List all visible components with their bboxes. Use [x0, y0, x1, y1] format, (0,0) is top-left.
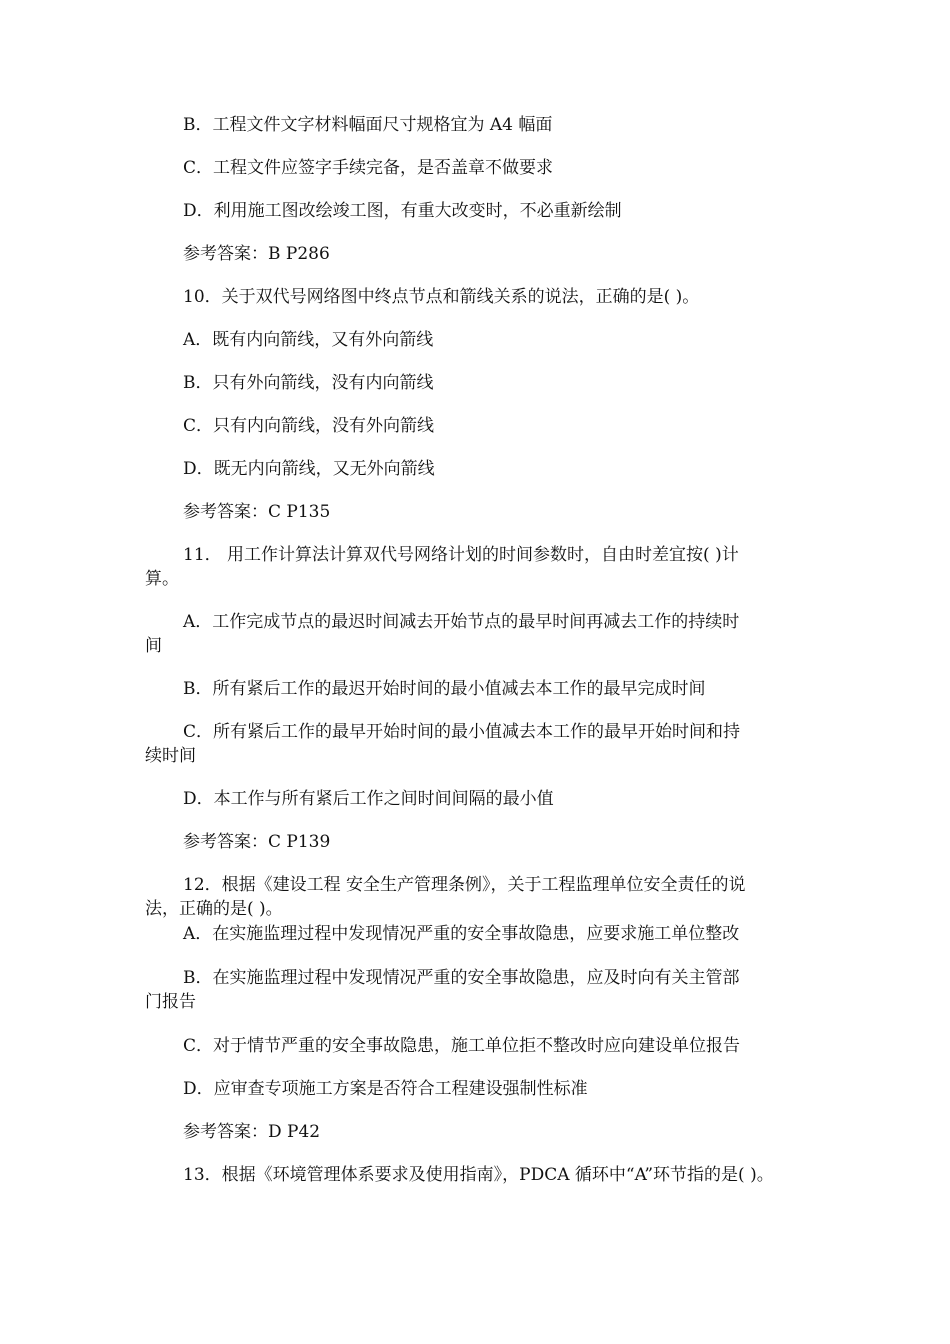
q12-answer: 参考答案：D P42: [183, 1122, 321, 1142]
q12-option-b-line1: B．在实施监理过程中发现情况严重的安全事故隐患，应及时向有关主管部: [183, 968, 740, 988]
q9-option-d: D．利用施工图改绘竣工图，有重大改变时，不必重新绘制: [183, 201, 622, 221]
q11-option-d: D．本工作与所有紧后工作之间时间间隔的最小值: [183, 789, 554, 809]
q12-option-d: D．应审查专项施工方案是否符合工程建设强制性标准: [183, 1079, 588, 1099]
q10-stem: 10．关于双代号网络图中终点节点和箭线关系的说法，正确的是( )。: [183, 287, 700, 307]
q11-answer: 参考答案：C P139: [183, 832, 331, 852]
q11-option-c-line1: C．所有紧后工作的最早开始时间的最小值减去本工作的最早开始时间和持: [183, 722, 741, 742]
q9-answer: 参考答案：B P286: [183, 244, 330, 264]
q11-stem-line2: 算。: [145, 569, 179, 589]
q12-option-a: A．在实施监理过程中发现情况严重的安全事故隐患，应要求施工单位整改: [183, 924, 740, 944]
q11-option-a-line2: 间: [145, 636, 162, 656]
q9-option-c: C．工程文件应签字手续完备，是否盖章不做要求: [183, 158, 554, 178]
q11-option-c-line2: 续时间: [145, 746, 196, 766]
q12-stem-line1: 12．根据《建设工程 安全生产管理条例》，关于工程监理单位安全责任的说: [183, 875, 746, 895]
q10-option-d: D．既无内向箭线，又无外向箭线: [183, 459, 435, 479]
q11-stem-line1: 11． 用工作计算法计算双代号网络计划的时间参数时，自由时差宜按( )计: [183, 545, 739, 565]
q10-option-c: C．只有内向箭线，没有外向箭线: [183, 416, 435, 436]
q10-answer: 参考答案：C P135: [183, 502, 331, 522]
q10-option-a: A．既有内向箭线，又有外向箭线: [183, 330, 434, 350]
q11-option-b: B．所有紧后工作的最迟开始时间的最小值减去本工作的最早完成时间: [183, 679, 706, 699]
q9-option-b: B．工程文件文字材料幅面尺寸规格宜为 A4 幅面: [183, 115, 553, 135]
q12-option-c: C．对于情节严重的安全事故隐患，施工单位拒不整改时应向建设单位报告: [183, 1036, 741, 1056]
q13-stem: 13．根据《环境管理体系要求及使用指南》，PDCA 循环中“A”环节指的是( )。: [183, 1165, 774, 1185]
q11-option-a-line1: A．工作完成节点的最迟时间减去开始节点的最早时间再减去工作的持续时: [183, 612, 740, 632]
q10-option-b: B．只有外向箭线，没有内向箭线: [183, 373, 434, 393]
q12-stem-line2: 法，正确的是( )。: [145, 899, 283, 919]
q12-option-b-line2: 门报告: [145, 992, 196, 1012]
